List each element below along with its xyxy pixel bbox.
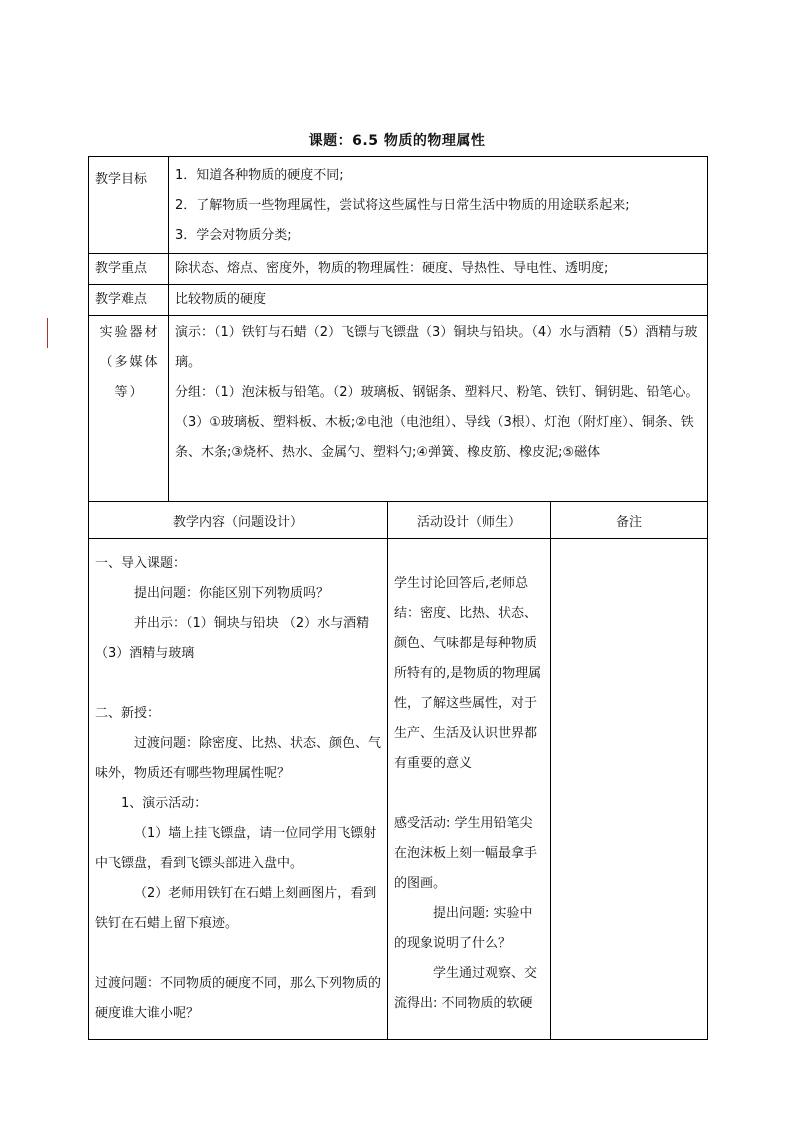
header-activity: 活动设计（师生） (388, 502, 551, 538)
demo-heading: 1、演示活动： (121, 796, 208, 811)
goal-item: 2．了解物质一些物理属性，尝试将这些属性与日常生活中物质的用途联系起来; (175, 198, 630, 213)
new-heading: 二、新授： (95, 706, 161, 721)
transition-question: 过渡问题：除密度、比热、状态、颜色、气味外，物质还有哪些物理属性呢？ (95, 736, 382, 781)
equipment-cell (169, 316, 707, 501)
goals-cell (169, 157, 707, 253)
column-headers (89, 502, 707, 539)
goals-label: 教学目标 (89, 157, 169, 253)
row-equipment (89, 316, 707, 502)
lesson-body (89, 539, 707, 1039)
activity-summary: 学生讨论回答后,老师总结：密度、比热、状态、颜色、气味都是每种物质所特有的,是物质的物理属性，了解这些属性，对于生产、生活及认识世界都有重要的意义 (394, 576, 542, 771)
key-points-label: 教学重点 (89, 254, 169, 284)
demo-item: （1）墙上挂飞镖盘，请一位同学用飞镖射中飞镖盘，看到飞镖头部进入盘中。 (95, 826, 377, 871)
lesson-table (88, 156, 708, 1040)
transition-question-2: 过渡问题：不同物质的硬度不同，那么下列物质的硬度谁大谁小呢？ (95, 976, 382, 1021)
margin-mark (47, 318, 48, 348)
content-column (89, 539, 388, 1039)
equipment-demo: 演示：（1）铁钉与石蜡（2）飞镖与飞镖盘（3）铜块与铅块。（4）水与酒精（5）酒精与玻璃。 (175, 325, 698, 370)
row-goals (89, 157, 707, 254)
notes-column (551, 539, 707, 1039)
goal-item: 3．学会对物质分类; (175, 228, 292, 243)
difficulty-label: 教学难点 (89, 285, 169, 315)
activity-column (388, 539, 551, 1039)
activity-feel: 感受活动: 学生用铅笔尖在泡沫板上刻一幅最拿手的图画。 (394, 816, 538, 891)
page-title: 课题：6.5 物质的物理属性 (308, 133, 486, 149)
intro-question: 提出问题：你能区别下列物质吗？ (134, 586, 330, 601)
activity-question: 提出问题: 实验中的现象说明了什么？ (394, 906, 533, 951)
key-points-text: 除状态、熔点、密度外，物质的物理属性：硬度、导热性、导电性、透明度; (175, 261, 609, 276)
header-notes: 备注 (615, 514, 642, 530)
header-content: 教学内容（问题设计） (89, 502, 388, 538)
difficulty-text: 比较物质的硬度 (175, 292, 267, 307)
demo-item: （2）老师用铁钉在石蜡上刻画图片，看到铁钉在石蜡上留下痕迹。 (95, 886, 377, 931)
goal-item: 1．知道各种物质的硬度不同; (175, 168, 344, 183)
activity-conclusion: 学生通过观察、交流得出: 不同物质的软硬 (394, 966, 538, 1011)
row-key-points (89, 254, 707, 285)
intro-heading: 一、导入课题： (95, 556, 187, 571)
equipment-label: 实验器材（多媒体等） (89, 316, 169, 501)
row-difficulty (89, 285, 707, 316)
intro-show: 并出示：（1）铜块与铅块 （2）水与酒精 （3）酒精与玻璃 (95, 616, 370, 661)
equipment-group: 分组：（1）泡沫板与铅笔。（2）玻璃板、钢锯条、塑料尺、粉笔、铁钉、铜钥匙、铅笔心。（3）①玻璃板、塑料板、木板;②电池（电池组）、导线（3根）、灯泡（附灯座）、铜条、铁条、木条;③烧杯、热水、金属勺、塑料勺;④弹簧、橡皮筋、橡皮泥;⑤磁体 (175, 385, 699, 460)
